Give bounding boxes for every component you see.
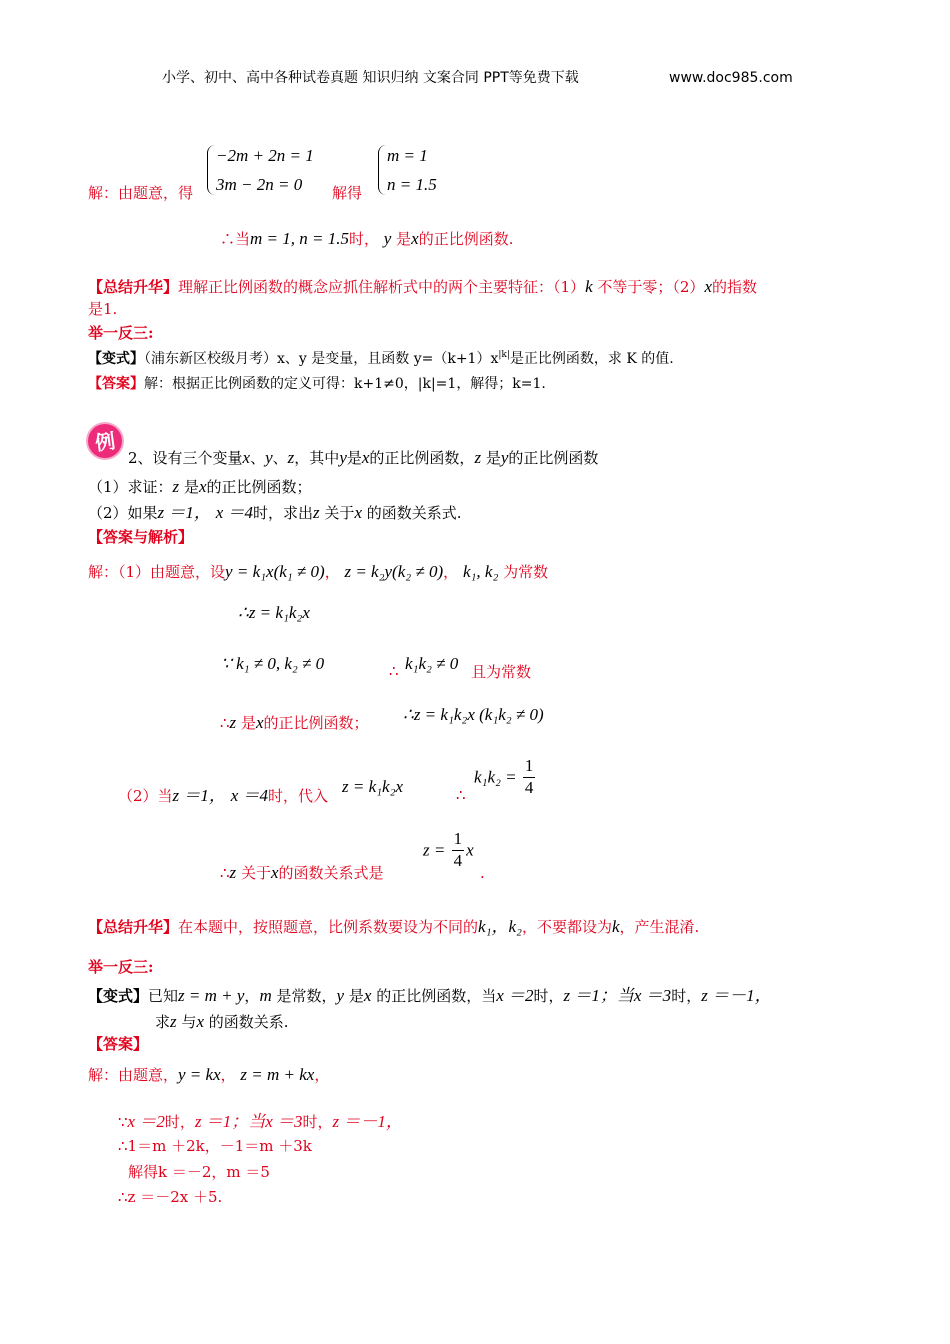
solution-3-line3: ∴1＝m ＋2k，－1＝m ＋3k xyxy=(118,1137,312,1155)
summary-2: 【总结升华】在本题中，按照题意，比例系数要设为不同的k₁，k₂，不要都设为k，产生混淆. xyxy=(88,917,700,936)
variant-1: 【变式】（浦东新区校级月考）x、y 是变量，且函数 $y=(k+1)x^{|k|}$是正比例函数，求 K 的值. xyxy=(88,350,674,367)
answer-tag-2: 【答案】 xyxy=(88,1035,149,1053)
solution-2-line4: ∴z 是x的正比例函数； xyxy=(220,713,369,732)
example-badge: 例 xyxy=(86,422,124,460)
solution-3-line1: 解：由题意，y = kx， z = m + kx， xyxy=(88,1065,330,1084)
solution-2-formula: ∴z = k₁k₂x (k₁k₂ ≠ 0) xyxy=(403,705,544,724)
solution-3-line4: 解得k ＝－2，m ＝5 xyxy=(128,1163,270,1181)
solve-label: 解得 xyxy=(332,184,363,202)
variant-2-line2: 求z 与x 的函数关系. xyxy=(155,1012,289,1031)
conclusion-1: ∴当m = 1, n = 1.5时， y 是x的正比例函数. xyxy=(220,229,514,248)
k-product-value: k₁k₂ = $\frac{1}{4}$ xyxy=(474,756,534,797)
therefore-2: ∴ xyxy=(456,786,466,804)
final-period: . xyxy=(480,864,485,882)
solution-2-line5: （2）当z ＝1， x ＝4时，代入 xyxy=(118,786,329,805)
solution-2-line6: ∴z 关于x的函数关系式是 xyxy=(220,863,384,882)
final-relation: z = $\frac{1}{4}$ x xyxy=(423,829,474,870)
answer-1: 【答案】解：根据正比例函数的定义可得：k+1≠0，|k|=1，解得；k=1. xyxy=(88,376,546,392)
example-2-part2: （2）如果z ＝1， x ＝4时，求出z 关于x 的函数关系式. xyxy=(88,503,462,522)
therefore-1: ∴ xyxy=(389,662,399,680)
solution-2-because: ∵ k₁ ≠ 0, k₂ ≠ 0 xyxy=(221,654,325,673)
solution-2-line2: ∴z = k₁k₂x xyxy=(238,603,310,622)
product-nonzero: k₁k₂ ≠ 0 xyxy=(405,654,459,673)
variant-2: 【变式】已知z = m + y，m 是常数，y 是x 的正比例函数，当x ＝2时，z ＝1；当x ＝3时，z ＝－1， xyxy=(88,986,772,1005)
system-brace xyxy=(207,145,215,195)
substitute-formula: z = k₁k₂x xyxy=(342,777,404,796)
solution-3-line5: ∴z ＝－2x ＋5. xyxy=(118,1188,223,1206)
header-text: 小学、初中、高中各种试卷真题 知识归纳 文案合同 PPT等免费下载 xyxy=(162,70,579,86)
example-2-question: 2、设有三个变量x、y、z，其中y是x的正比例函数，z 是y的正比例函数 xyxy=(128,448,599,467)
summary-1: 【总结升华】理解正比例函数的概念应抓住解析式中的两个主要特征：（1）k 不等于零；（2）x的指数 xyxy=(88,277,757,296)
header-url[interactable]: www.doc985.com xyxy=(669,70,793,86)
example-2-part1: （1）求证：z 是x的正比例函数； xyxy=(88,477,312,496)
result-m: m = 1 xyxy=(387,146,428,165)
practice-title-2: 举一反三: xyxy=(88,958,154,976)
is-constant: 且为常数 xyxy=(471,663,532,681)
equation-1: −2m + 2n = 1 xyxy=(216,146,314,165)
result-n: n = 1.5 xyxy=(387,175,437,194)
summary-1-line2: 是1. xyxy=(88,300,118,318)
equation-2: 3m − 2n = 0 xyxy=(216,175,303,194)
answer-analysis-tag: 【答案与解析】 xyxy=(88,528,194,546)
result-brace xyxy=(378,145,386,195)
solution-2-line1: 解：（1）由题意，设y = k₁x(k₁ ≠ 0)， z = k₂y(k₂ ≠ 0)， k₁, k₂ 为常数 xyxy=(88,562,549,581)
practice-title-1: 举一反三: xyxy=(88,324,154,342)
solution-label: 解：由题意，得 xyxy=(88,184,194,202)
solution-3-line2: ∵x ＝2时，z ＝1；当x ＝3时，z ＝－1， xyxy=(118,1112,403,1131)
